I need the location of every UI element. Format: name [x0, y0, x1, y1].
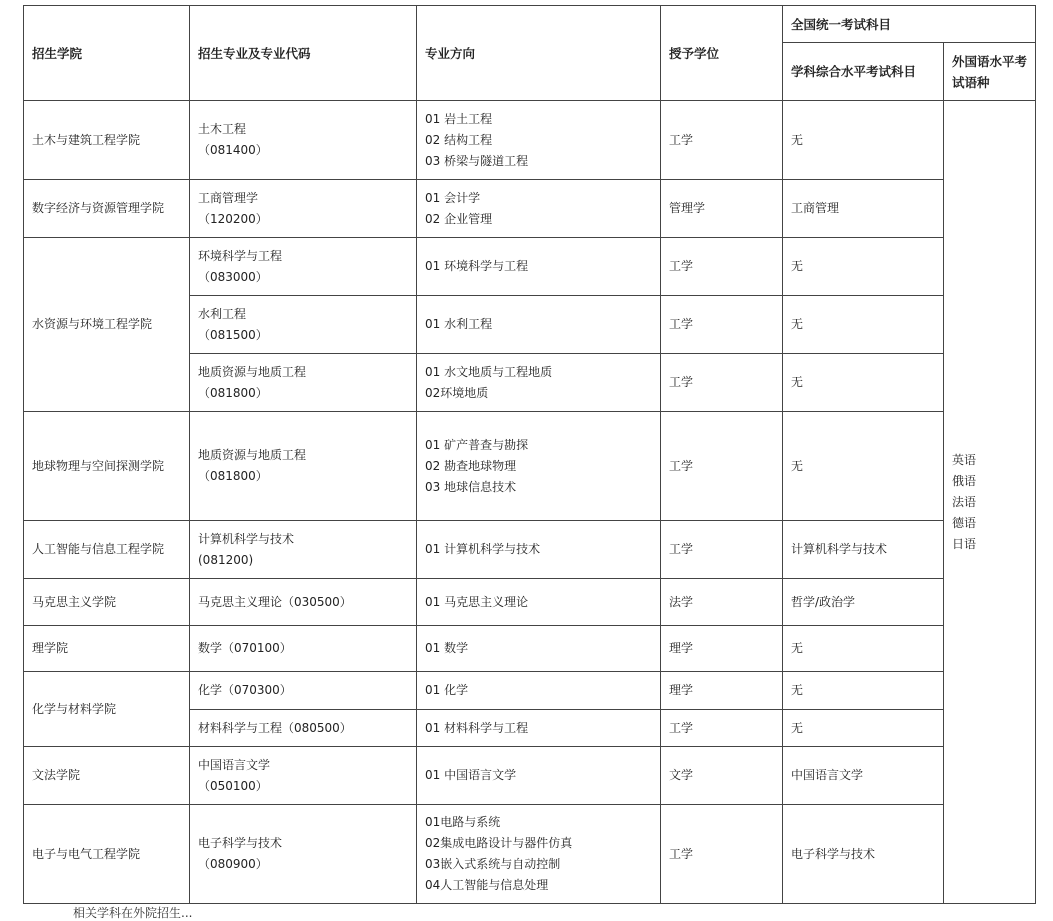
direction-item: 01 会计学 — [425, 190, 481, 205]
major-cell — [190, 521, 417, 579]
direction-cell — [417, 101, 661, 180]
school-cell: 电子与电气工程学院 — [24, 805, 190, 904]
direction-item: 01 材料科学与工程 — [425, 720, 529, 735]
header-direction: 专业方向 — [417, 6, 661, 101]
direction-cell — [417, 412, 661, 521]
exam-cell: 无 — [783, 354, 944, 412]
major-name: 地质资源与地质工程 — [198, 364, 307, 379]
school-cell: 人工智能与信息工程学院 — [24, 521, 190, 579]
exam-cell: 无 — [783, 672, 944, 710]
degree-cell: 工学 — [661, 805, 783, 904]
footnote: 相关学科在外院招生... — [73, 906, 193, 920]
school-cell: 化学与材料学院 — [24, 672, 190, 747]
direction-item: 01 水利工程 — [425, 317, 493, 331]
major-code: （050100） — [198, 778, 268, 793]
table-row — [24, 180, 1036, 238]
major-cell — [190, 180, 417, 238]
degree-cell: 工学 — [661, 710, 783, 747]
major-name: 化学（070300） — [198, 683, 292, 697]
exam-cell: 无 — [783, 412, 944, 521]
major-name: 水利工程 — [198, 306, 247, 321]
direction-item: 01电路与系统 — [425, 815, 501, 829]
exam-cell: 中国语言文学 — [783, 747, 944, 805]
major-cell — [190, 626, 417, 672]
language-item: 俄语 — [952, 473, 977, 488]
school-cell: 数字经济与资源管理学院 — [24, 180, 190, 238]
major-name: 计算机科学与技术 — [198, 531, 295, 546]
degree-cell: 工学 — [661, 412, 783, 521]
direction-cell — [417, 354, 661, 412]
direction-item: 03嵌入式系统与自动控制 — [425, 857, 561, 871]
direction-item: 04人工智能与信息处理 — [425, 878, 549, 892]
degree-cell: 工学 — [661, 354, 783, 412]
major-cell — [190, 805, 417, 904]
direction-item: 01 矿产普查与勘探 — [425, 437, 529, 452]
direction-item: 02环境地质 — [425, 385, 489, 400]
degree-cell: 理学 — [661, 672, 783, 710]
table-row — [24, 805, 1036, 904]
language-item: 英语 — [952, 452, 977, 467]
major-code: （081800） — [198, 469, 268, 483]
direction-cell — [417, 672, 661, 710]
major-name: 土木工程 — [198, 122, 247, 136]
direction-cell — [417, 180, 661, 238]
major-code: （083000） — [198, 269, 268, 284]
major-cell — [190, 747, 417, 805]
language-item: 德语 — [952, 515, 977, 530]
major-code: （120200） — [198, 211, 268, 226]
direction-item: 01 中国语言文学 — [425, 768, 517, 782]
major-cell — [190, 412, 417, 521]
table-row — [24, 101, 1036, 180]
major-name: 电子科学与技术 — [198, 836, 283, 850]
school-cell: 土木与建筑工程学院 — [24, 101, 190, 180]
direction-item: 01 水文地质与工程地质 — [425, 364, 553, 379]
school-cell: 马克思主义学院 — [24, 579, 190, 626]
admissions-table — [23, 5, 1036, 904]
exam-cell: 哲学/政治学 — [783, 579, 944, 626]
direction-cell — [417, 805, 661, 904]
header-major: 招生专业及专业代码 — [190, 6, 417, 101]
major-cell — [190, 710, 417, 747]
degree-cell: 文学 — [661, 747, 783, 805]
language-item: 法语 — [952, 494, 977, 509]
direction-cell — [417, 710, 661, 747]
header-school: 招生学院 — [24, 6, 190, 101]
degree-cell: 法学 — [661, 579, 783, 626]
major-code: （081800） — [198, 385, 268, 400]
exam-cell: 无 — [783, 101, 944, 180]
degree-cell: 理学 — [661, 626, 783, 672]
major-name: 数学（070100） — [198, 641, 292, 655]
direction-item: 01 马克思主义理论 — [425, 594, 529, 609]
direction-item: 02 结构工程 — [425, 132, 493, 147]
major-cell — [190, 238, 417, 296]
direction-cell — [417, 296, 661, 354]
direction-item: 01 化学 — [425, 683, 469, 697]
direction-cell — [417, 521, 661, 579]
direction-cell — [417, 238, 661, 296]
exam-cell: 电子科学与技术 — [783, 805, 944, 904]
school-cell: 文法学院 — [24, 747, 190, 805]
exam-cell: 工商管理 — [783, 180, 944, 238]
direction-item: 02集成电路设计与器件仿真 — [425, 836, 573, 850]
major-code: （081500） — [198, 327, 268, 342]
direction-item: 02 勘查地球物理 — [425, 458, 517, 473]
table-row — [24, 579, 1036, 626]
major-name: 中国语言文学 — [198, 757, 271, 772]
language-item: 日语 — [952, 536, 977, 551]
degree-cell: 工学 — [661, 238, 783, 296]
degree-cell: 工学 — [661, 521, 783, 579]
major-cell — [190, 579, 417, 626]
table-row — [24, 412, 1036, 521]
header-national-exam: 全国统一考试科目 — [783, 6, 1036, 43]
major-code: （081400） — [198, 143, 268, 157]
major-cell — [190, 672, 417, 710]
direction-item: 01 岩土工程 — [425, 111, 493, 126]
major-name: 材料科学与工程（080500） — [198, 720, 352, 735]
school-cell: 水资源与环境工程学院 — [24, 238, 190, 412]
major-cell — [190, 354, 417, 412]
table-row — [24, 747, 1036, 805]
direction-item: 03 桥梁与隧道工程 — [425, 153, 529, 168]
exam-cell: 无 — [783, 710, 944, 747]
major-cell — [190, 296, 417, 354]
major-code: (081200) — [198, 552, 254, 567]
table-row — [24, 672, 1036, 710]
school-cell: 地球物理与空间探测学院 — [24, 412, 190, 521]
exam-cell: 无 — [783, 626, 944, 672]
degree-cell: 工学 — [661, 101, 783, 180]
school-cell: 理学院 — [24, 626, 190, 672]
major-name: 地质资源与地质工程 — [198, 448, 307, 462]
table-row — [24, 626, 1036, 672]
direction-item: 01 环境科学与工程 — [425, 259, 529, 273]
exam-cell: 计算机科学与技术 — [783, 521, 944, 579]
direction-item: 02 企业管理 — [425, 211, 493, 226]
major-code: （080900） — [198, 857, 268, 871]
direction-item: 01 计算机科学与技术 — [425, 542, 541, 556]
degree-cell: 工学 — [661, 296, 783, 354]
major-name: 马克思主义理论（030500） — [198, 594, 352, 609]
major-name: 工商管理学 — [198, 190, 259, 205]
major-cell — [190, 101, 417, 180]
header-degree: 授予学位 — [661, 6, 783, 101]
direction-cell — [417, 747, 661, 805]
direction-item: 01 数学 — [425, 641, 469, 655]
table-row — [24, 238, 1036, 296]
header-row — [24, 6, 1036, 43]
exam-cell: 无 — [783, 296, 944, 354]
header-subject-exam: 学科综合水平考试科目 — [783, 43, 944, 101]
major-name: 环境科学与工程 — [198, 248, 283, 263]
header-foreign-language: 外国语水平考试语种 — [944, 43, 1036, 101]
language-cell — [944, 101, 1036, 904]
degree-cell: 管理学 — [661, 180, 783, 238]
table-row — [24, 521, 1036, 579]
direction-cell — [417, 626, 661, 672]
direction-cell — [417, 579, 661, 626]
direction-item: 03 地球信息技术 — [425, 479, 517, 494]
exam-cell: 无 — [783, 238, 944, 296]
